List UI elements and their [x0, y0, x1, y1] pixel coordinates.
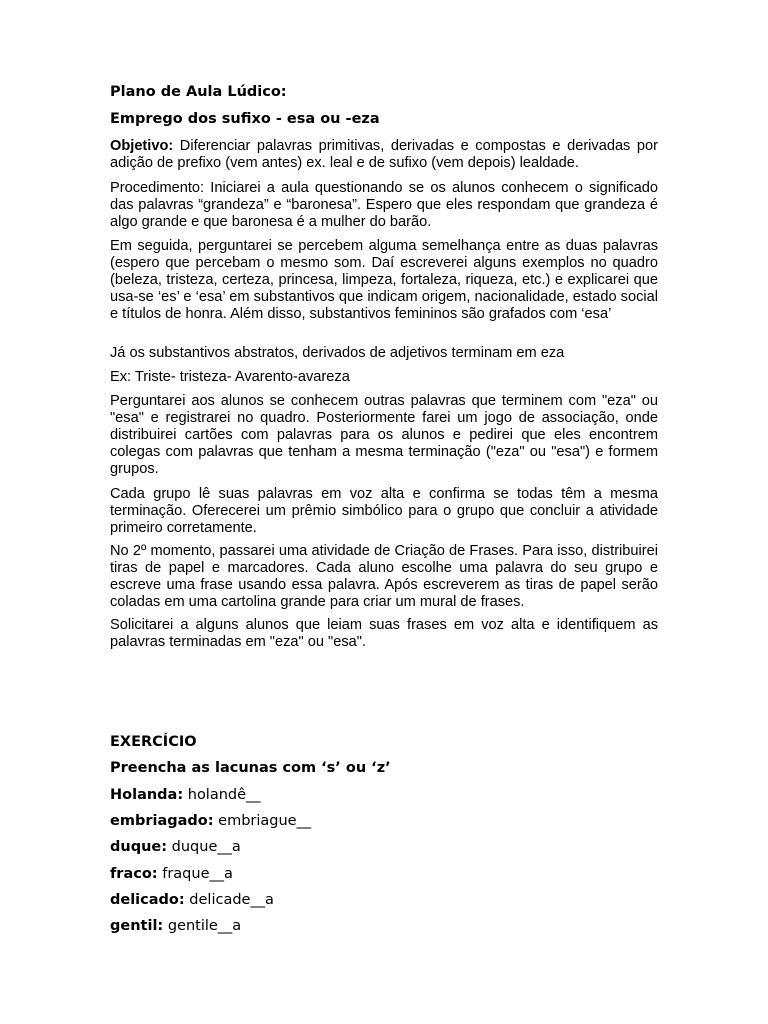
paragraph-example: Ex: Triste- tristeza- Avarento-avareza [110, 369, 350, 385]
exercise-instruction: Preencha as lacunas com ‘s’ ou ‘z’ [110, 760, 391, 776]
paragraph-seguida: Em seguida, perguntarei se percebem alguma semelhança entre as duas palavras (espero que percebam o mesmo som. Daí escreverei alguns exemplos no quadro (beleza, tristeza, certeza, princesa, limpeza, fortaleza, riqueza, etc.) e explicarei que usa-se ‘es’ e ‘esa’ em substantivos que indicam origem, nacionalidade, estado social e títulos de honra. Além disso, substantivos femininos são grafados com ‘esa’ [110, 238, 658, 322]
exercise-item-answer: gentile__a [163, 918, 242, 934]
exercise-item-label: gentil: [110, 918, 164, 934]
exercise-item-answer: delicade__a [184, 892, 274, 908]
paragraph-cada-grupo: Cada grupo lê suas palavras em voz alta e confirma se todas têm a mesma terminação. Oferecerei um prêmio simbólico para o grupo que concluir a atividade primeiro corretamente. [110, 486, 658, 536]
paragraph-abstratos: Já os substantivos abstratos, derivados de adjetivos terminam em eza [110, 345, 565, 361]
exercise-item [110, 839, 658, 855]
lesson-title: Plano de Aula Lúdico: [110, 84, 287, 100]
exercise-item-answer: duque__a [167, 839, 241, 855]
objective-label: Objetivo: [110, 138, 174, 154]
exercise-item-label: fraco: [110, 866, 158, 882]
exercise-item [110, 813, 658, 829]
exercise-item-label: embriagado: [110, 813, 214, 829]
lesson-subtitle: Emprego dos sufixo - esa ou -eza [110, 111, 380, 127]
paragraph-perguntarei: Perguntarei aos alunos se conhecem outras palavras que terminem com "eza" ou "esa" e registrarei no quadro. Posteriormente farei um jogo de associação, onde distribuirei cartões com palavras para os alunos e pedirei que eles encontrem colegas com palavras que tenham a mesma terminação ("eza" ou "esa") e formem grupos. [110, 393, 658, 477]
exercise-item-answer: embriague__ [213, 813, 312, 829]
exercise-item [110, 866, 658, 882]
exercise-item [110, 892, 658, 908]
procedure-paragraph: Procedimento: Iniciarei a aula questionando se os alunos conhecem o significado das palavras “grandeza” e “baronesa”. Espero que eles respondam que grandeza é algo grande e que baronesa é a mulher do barão. [110, 180, 658, 230]
exercise-item-label: duque: [110, 839, 168, 855]
objective-text: Diferenciar palavras primitivas, derivadas e compostas e derivadas por adição de prefixo (vem antes) ex. leal e de sufixo (vem depois) lealdade. [110, 138, 658, 171]
exercise-item-label: Holanda: [110, 787, 184, 803]
exercise-item [110, 787, 658, 803]
objective-paragraph [110, 138, 658, 172]
exercise-item-answer: holandê__ [183, 787, 261, 803]
paragraph-solicitarei: Solicitarei a alguns alunos que leiam suas frases em voz alta e identifiquem as palavras terminadas em "eza" ou "esa". [110, 617, 658, 650]
exercise-item-label: delicado: [110, 892, 185, 908]
exercise-item-answer: fraque__a [157, 866, 233, 882]
paragraph-segundo-momento: No 2º momento, passarei uma atividade de Criação de Frases. Para isso, distribuirei tiras de papel e marcadores. Cada aluno escolhe uma palavra do seu grupo e escreve uma frase usando essa palavra. Após escreverem as tiras de papel serão coladas em uma cartolina grande para criar um mural de frases. [110, 543, 658, 610]
exercise-item [110, 918, 658, 934]
exercise-title: EXERCÍCIO [110, 734, 197, 750]
